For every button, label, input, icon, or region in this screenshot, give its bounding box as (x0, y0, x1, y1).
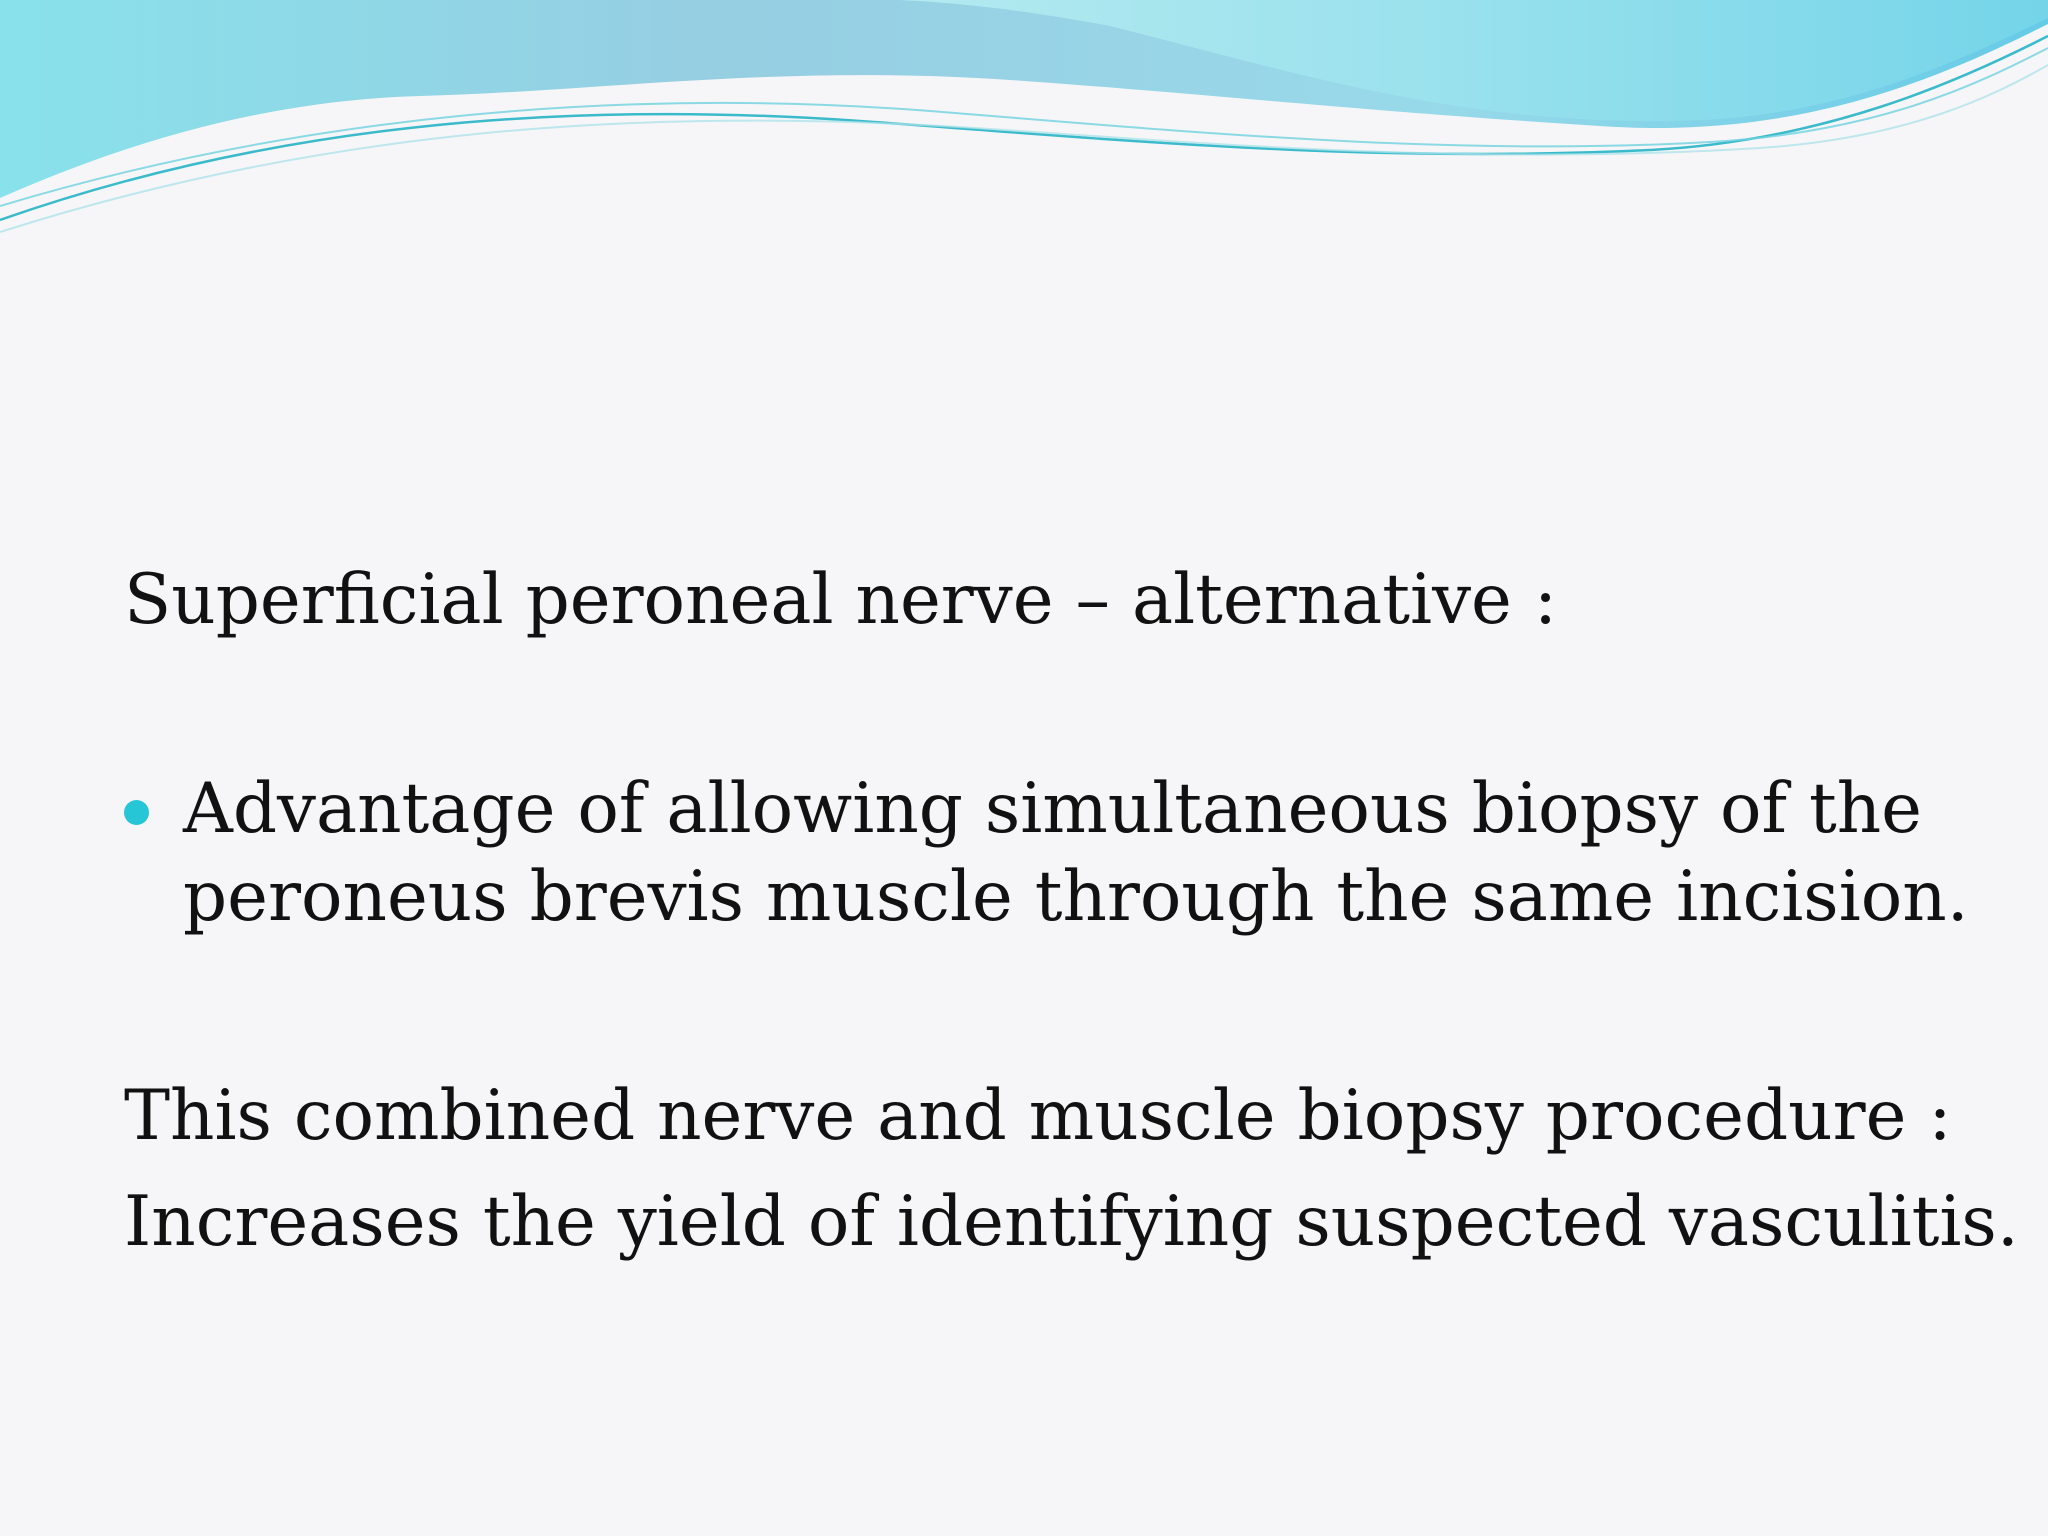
bullet-marker (124, 800, 149, 825)
bullet-text-block (183, 765, 1969, 941)
closing-text-line-1: This combined nerve and muscle biopsy procedure : (124, 1076, 1952, 1156)
bullet-line-1: Advantage of allowing simultaneous biopsy of the (183, 769, 1923, 849)
wave-header-decoration (0, 0, 2048, 240)
bullet-point (124, 765, 1969, 941)
closing-text-line-2: Increases the yield of identifying suspected vasculitis. (124, 1182, 2019, 1262)
bullet-line-2: peroneus brevis muscle through the same incision. (183, 857, 1969, 937)
intro-text: Superficial peroneal nerve – alternative : (124, 560, 1558, 640)
slide-content (124, 555, 2019, 1267)
